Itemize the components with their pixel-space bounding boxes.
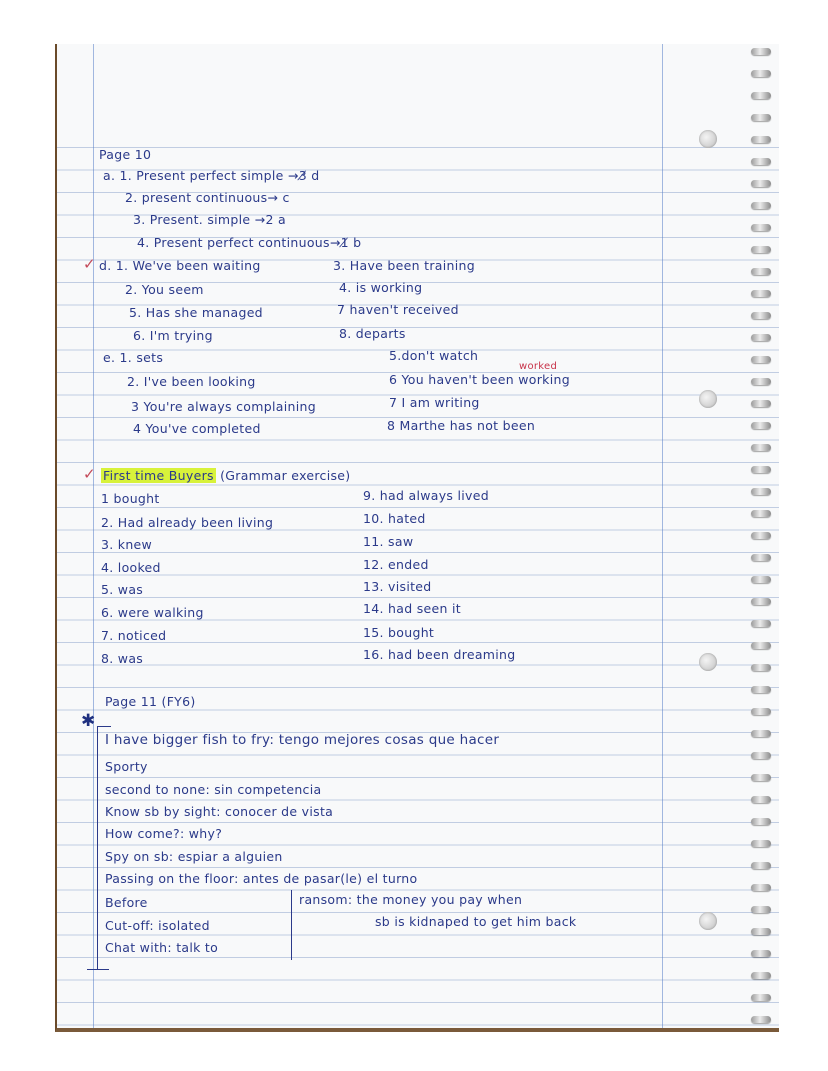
grammar-item-10: 10. hated: [363, 511, 426, 526]
spiral-coil: [751, 466, 771, 473]
spiral-coil: [751, 444, 771, 451]
vocab-ransom-2: sb is kidnaped to get him back: [375, 914, 577, 929]
ex-e-item-6: 6 You haven't been working: [389, 372, 570, 387]
spiral-coil: [751, 752, 771, 759]
ex-a-line-2: 2. present continuous→ c: [125, 190, 290, 205]
spiral-coil: [751, 224, 771, 231]
spiral-coil: [751, 532, 771, 539]
spiral-coil: [751, 840, 771, 847]
page11-heading: Page 11 (FY6): [105, 694, 196, 709]
spiral-coil: [751, 488, 771, 495]
spiral-coil: [751, 400, 771, 407]
spiral-coil: [751, 906, 771, 913]
punch-hole-top: [699, 130, 717, 148]
spiral-coil: [751, 268, 771, 275]
punch-hole-lower: [699, 653, 717, 671]
ex-d-item-8: 8. departs: [339, 326, 406, 341]
spiral-coil: [751, 730, 771, 737]
correction-worked: worked: [519, 361, 558, 372]
ex-e-item-5: 5.don't watch: [389, 348, 479, 363]
ex-d-item-6: 6. I'm trying: [133, 328, 213, 343]
spiral-coil: [751, 356, 771, 363]
vocab-ransom-1: ransom: the money you pay when: [299, 892, 523, 907]
vocab-spy-on: Spy on sb: espiar a alguien: [105, 849, 283, 864]
vocab-cut-off: Cut-off: isolated: [105, 918, 210, 933]
spiral-coil: [751, 554, 771, 561]
check-mark-d: ✓: [83, 255, 96, 273]
spiral-coil: [751, 180, 771, 187]
left-margin-line: [93, 44, 94, 1028]
spiral-coil: [751, 202, 771, 209]
spiral-coil: [751, 576, 771, 583]
vocab-know-by-sight: Know sb by sight: conocer de vista: [105, 804, 334, 819]
check-mark-grammar: ✓: [83, 465, 96, 483]
ex-e-item-1: e. 1. sets: [103, 350, 164, 365]
star-mark: ✱: [81, 711, 96, 731]
grammar-item-3: 3. knew: [101, 537, 153, 552]
spiral-coil: [751, 158, 771, 165]
spiral-coil: [751, 136, 771, 143]
spiral-coil: [751, 884, 771, 891]
grammar-title-highlight: First time Buyers: [103, 468, 214, 483]
spiral-coil: [751, 686, 771, 693]
vocab-chat-with: Chat with: talk to: [105, 940, 219, 955]
bracket-top-tick: [97, 726, 111, 727]
grammar-item-12: 12. ended: [363, 557, 429, 572]
ex-a-line-1: a. 1. Present perfect simple →3̸ d: [103, 168, 320, 183]
ex-e-item-3: 3 You're always complaining: [131, 399, 316, 414]
grammar-title-subtitle: (Grammar exercise): [220, 468, 351, 483]
grammar-item-8: 8. was: [101, 651, 144, 666]
spiral-coil: [751, 642, 771, 649]
ex-a-line-3: 3. Present. simple →2 a: [133, 212, 286, 227]
spiral-coil: [751, 774, 771, 781]
page10-heading: Page 10: [99, 147, 152, 162]
grammar-item-16: 16. had been dreaming: [363, 647, 516, 662]
spiral-coil: [751, 928, 771, 935]
ex-d-item-4: 4. is working: [339, 280, 423, 295]
spiral-coil: [751, 48, 771, 55]
vocab-sporty: Sporty: [105, 759, 148, 774]
bracket-bottom-tick: [87, 969, 109, 970]
spiral-coil: [751, 92, 771, 99]
grammar-item-7: 7. noticed: [101, 628, 167, 643]
vocab-fish-to-fry: I have bigger fish to fry: tengo mejores cosas que hacer: [105, 732, 500, 748]
spiral-binding: [749, 44, 775, 1028]
spiral-coil: [751, 664, 771, 671]
ex-e-item-7: 7 I am writing: [389, 395, 480, 410]
spiral-coil: [751, 290, 771, 297]
vocab-passing-on-floor: Passing on the floor: antes de pasar(le) el turno: [105, 871, 418, 886]
grammar-item-9: 9. had always lived: [363, 488, 489, 503]
grammar-item-1: 1 bought: [101, 491, 160, 506]
punch-hole-bottom: [699, 912, 717, 930]
ex-a-line-4: 4. Present perfect continuous→1̸ b: [137, 235, 362, 250]
ex-d-item-7: 7 haven't received: [337, 302, 459, 317]
ex-d-item-3: 3. Have been training: [333, 258, 475, 273]
spiral-coil: [751, 972, 771, 979]
spiral-coil: [751, 422, 771, 429]
spiral-coil: [751, 246, 771, 253]
vocab-column-divider: [291, 890, 292, 960]
vocab-how-come: How come?: why?: [105, 826, 223, 841]
spiral-coil: [751, 1016, 771, 1023]
ex-d-item-5: 5. Has she managed: [129, 305, 263, 320]
grammar-item-2: 2. Had already been living: [101, 515, 274, 530]
spiral-coil: [751, 862, 771, 869]
grammar-title: [101, 468, 350, 483]
right-margin-line: [662, 44, 663, 1028]
spiral-coil: [751, 818, 771, 825]
grammar-item-11: 11. saw: [363, 534, 414, 549]
spiral-coil: [751, 598, 771, 605]
grammar-item-13: 13. visited: [363, 579, 432, 594]
vocab-second-to-none: second to none: sin competencia: [105, 782, 322, 797]
ex-e-item-4: 4 You've completed: [133, 421, 261, 436]
spiral-coil: [751, 312, 771, 319]
spiral-coil: [751, 114, 771, 121]
bracket-vertical-line: [97, 726, 98, 970]
ex-e-item-8: 8 Marthe has not been: [387, 418, 536, 433]
spiral-coil: [751, 950, 771, 957]
grammar-item-5: 5. was: [101, 582, 144, 597]
spiral-coil: [751, 70, 771, 77]
grammar-item-15: 15. bought: [363, 625, 435, 640]
spiral-coil: [751, 378, 771, 385]
ex-e-item-2: 2. I've been looking: [127, 374, 256, 389]
spiral-coil: [751, 708, 771, 715]
punch-hole-middle: [699, 390, 717, 408]
grammar-item-14: 14. had seen it: [363, 601, 462, 616]
ex-d-item-2: 2. You seem: [125, 282, 204, 297]
spiral-coil: [751, 796, 771, 803]
page-top-blank: [57, 44, 779, 126]
spiral-coil: [751, 334, 771, 341]
notebook-page: [55, 44, 779, 1032]
spiral-coil: [751, 994, 771, 1001]
ex-d-item-1: d. 1. We've been waiting: [99, 258, 261, 273]
spiral-coil: [751, 620, 771, 627]
grammar-item-4: 4. looked: [101, 560, 161, 575]
vocab-before: Before: [105, 895, 148, 910]
spiral-coil: [751, 510, 771, 517]
grammar-item-6: 6. were walking: [101, 605, 204, 620]
